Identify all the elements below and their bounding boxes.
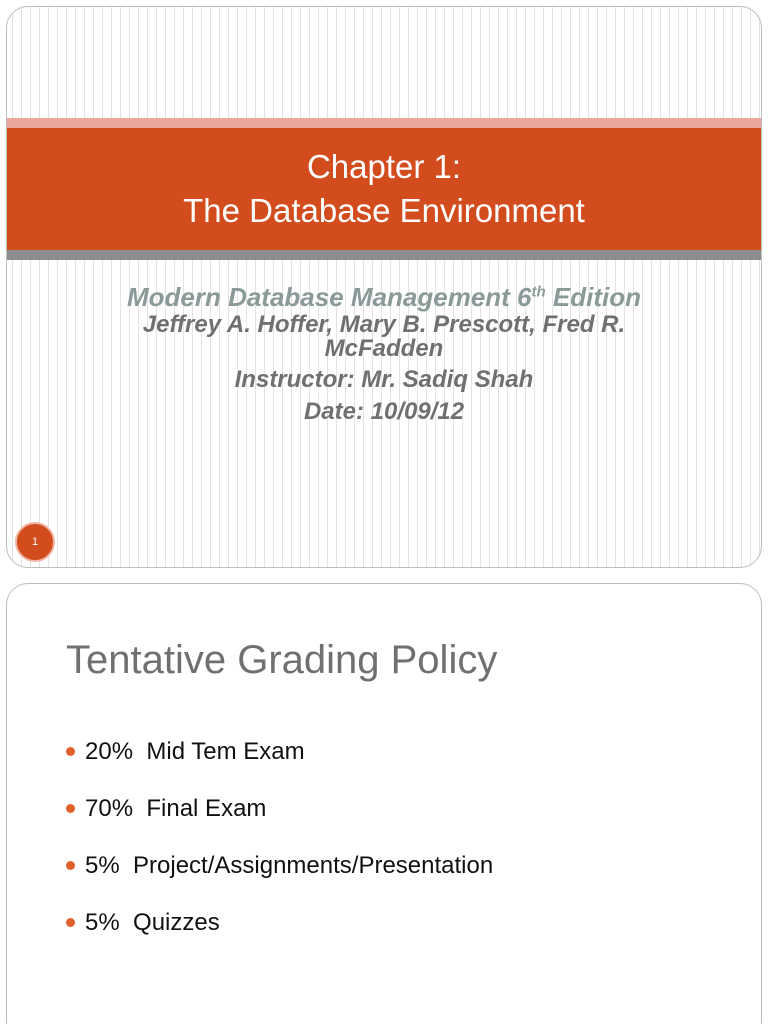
slide-title-line-1: Chapter 1:	[306, 148, 462, 185]
slide-heading: Tentative Grading Policy	[66, 638, 498, 682]
book-title	[7, 281, 761, 313]
bullet-icon	[66, 861, 75, 870]
list-item	[66, 894, 493, 951]
bullet-icon	[66, 918, 75, 927]
slide-title-line-2: The Database Environment	[183, 192, 585, 229]
bullet-text: 5% Project/Assignments/Presentation	[85, 851, 494, 879]
bullet-icon	[66, 747, 75, 756]
instructor: Instructor: Mr. Sadiq Shah	[234, 366, 534, 393]
slide-number-badge: 1	[15, 522, 55, 562]
bullet-text: 20% Mid Tem Exam	[85, 737, 305, 765]
list-item	[66, 723, 493, 780]
title-band	[7, 128, 761, 250]
title-band-accent	[7, 118, 761, 128]
book-title-superscript: th	[531, 283, 546, 301]
bullet-list	[66, 723, 493, 951]
list-item	[66, 837, 493, 894]
title-band-underline	[7, 250, 761, 260]
subtitle-block	[7, 281, 761, 425]
grading-policy-slide	[6, 583, 762, 1024]
date: Date: 10/09/12	[303, 398, 465, 425]
authors: Jeffrey A. Hoffer, Mary B. Prescott, Fred R. McFadden	[142, 311, 626, 362]
bullet-text: 5% Quizzes	[85, 908, 220, 936]
book-title-suffix: Edition	[545, 282, 642, 312]
bullet-icon	[66, 804, 75, 813]
bullet-text: 70% Final Exam	[85, 794, 267, 822]
title-slide	[6, 6, 762, 568]
book-title-text: Modern Database Management 6	[126, 282, 532, 312]
list-item	[66, 780, 493, 837]
